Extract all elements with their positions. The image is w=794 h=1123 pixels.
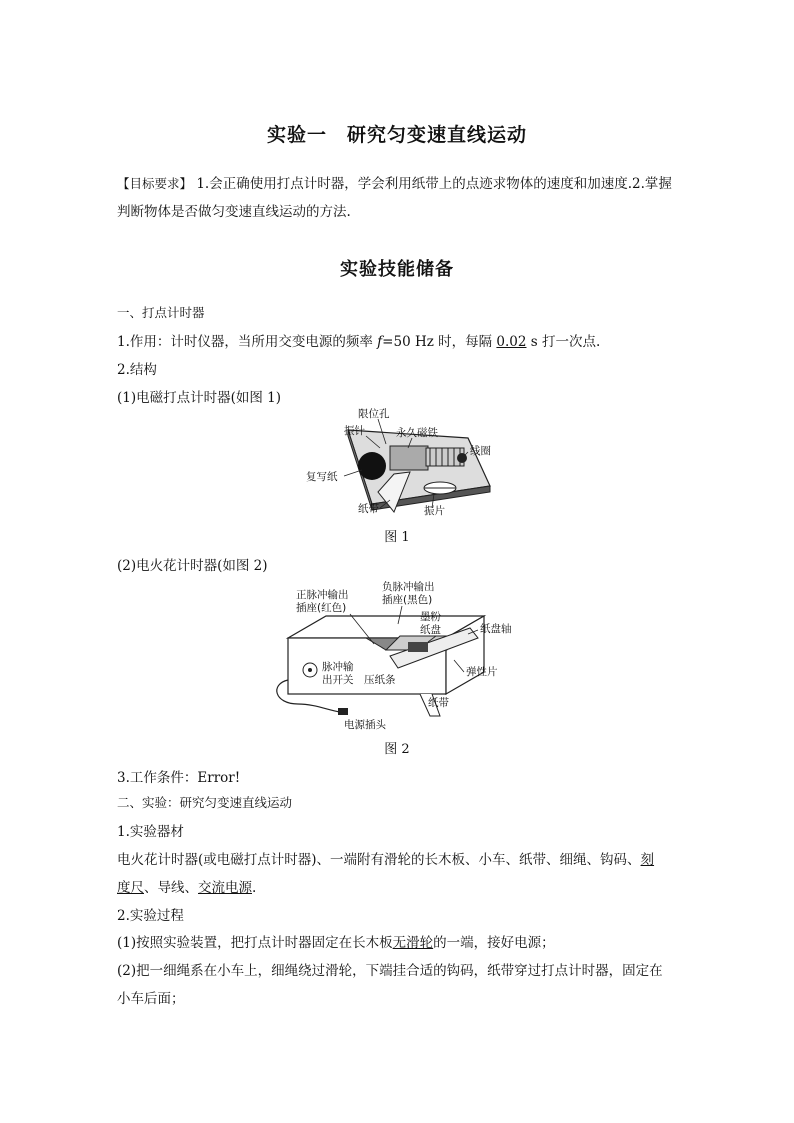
label-spring: 弹性片 xyxy=(466,666,498,678)
label-pos-socket-1: 正脉冲输出 xyxy=(296,589,349,601)
process-step-2-line-1: (2)把一细绳系在小车上，细绳绕过滑轮，下端挂合适的钩码，纸带穿过打点计时器，固定在 xyxy=(117,963,663,979)
equipment-text-a: 电火花计时器(或电磁打点计时器)、一端附有滑轮的长木板、小车、纸带、细绳、钩码、 xyxy=(117,852,641,868)
interval-value: 0.02 xyxy=(496,334,527,350)
process-label: 2.实验过程 xyxy=(117,908,184,924)
label-needle: 振针 xyxy=(344,425,365,437)
process-step-1 xyxy=(117,931,555,951)
label-limit-hole: 限位孔 xyxy=(358,408,390,420)
label-switch-1: 脉冲输 xyxy=(322,661,354,673)
figure-2-spark-timer xyxy=(270,576,530,732)
equipment-line-2 xyxy=(117,876,256,896)
label-carbon-paper: 复写纸 xyxy=(306,471,338,483)
spark-timer-label: (2)电火花计时器(如图 2) xyxy=(117,558,268,574)
figure-2-caption: 图 2 xyxy=(384,742,410,757)
label-neg-socket-2: 插座(黑色) xyxy=(382,594,433,606)
page-title: 实验一 研究匀变速直线运动 xyxy=(266,124,527,146)
structure-label: 2.结构 xyxy=(117,362,157,378)
equipment-text-c: . xyxy=(252,880,257,896)
label-magnet: 永久磁铁 xyxy=(396,427,438,439)
label-switch-2: 出开关 xyxy=(322,674,354,686)
label-vibrator: 振片 xyxy=(424,505,445,517)
label-press-strip: 压纸条 xyxy=(364,674,396,686)
heading-experiment: 二、实验：研究匀变速直线运动 xyxy=(117,795,293,810)
label-axle: 纸盘轴 xyxy=(480,623,512,635)
figure-1-electromagnetic-timer xyxy=(300,408,500,520)
ruler-part-1: 刻 xyxy=(640,852,655,868)
heading-timer: 一、打点计时器 xyxy=(117,305,205,320)
label-plug: 电源插头 xyxy=(344,719,386,731)
function-line xyxy=(117,330,600,350)
label-pos-socket-2: 插座(红色) xyxy=(296,602,347,614)
function-text-c: s 打一次点. xyxy=(526,334,601,350)
label-ink-2: 纸盘 xyxy=(420,624,441,636)
goal-text-1: 1.会正确使用打点计时器，学会利用纸带上的点迹求物体的速度和加速度.2.掌握 xyxy=(196,176,672,192)
section-title: 实验技能储备 xyxy=(340,259,454,280)
figure-1-caption: 图 1 xyxy=(384,530,410,545)
ruler-part-2: 度尺 xyxy=(117,880,144,896)
equipment-line-1 xyxy=(117,848,654,868)
function-text-a: 1.作用：计时仪器，当所用交变电源的频率 xyxy=(117,334,378,350)
working-condition: 3.工作条件：Error! xyxy=(117,770,241,786)
freq-symbol: f xyxy=(377,334,383,350)
label-ink-1: 墨粉 xyxy=(420,611,441,623)
label-tape: 纸带 xyxy=(358,503,379,515)
em-timer-label: (1)电磁打点计时器(如图 1) xyxy=(117,390,282,406)
goal-line-1 xyxy=(117,172,672,192)
goal-label: 【目标要求】 xyxy=(117,176,193,191)
equipment-label: 1.实验器材 xyxy=(117,824,184,840)
process-step-2-line-2: 小车后面； xyxy=(117,991,185,1007)
label-tape-2: 纸带 xyxy=(428,697,449,709)
no-pulley-end: 无滑轮 xyxy=(392,935,434,951)
ac-power: 交流电源 xyxy=(198,880,252,896)
equipment-text-b: 、导线、 xyxy=(144,880,198,896)
label-neg-socket-1: 负脉冲输出 xyxy=(382,581,435,593)
goal-line-2: 判断物体是否做匀变速直线运动的方法. xyxy=(117,204,351,220)
label-coil: 线圈 xyxy=(470,445,491,457)
step-1-text-b: 的一端，接好电源； xyxy=(433,935,555,951)
step-1-text-a: (1)按照实验装置，把打点计时器固定在长木板 xyxy=(117,935,393,951)
function-text-b: =50 Hz 时，每隔 xyxy=(382,334,497,350)
